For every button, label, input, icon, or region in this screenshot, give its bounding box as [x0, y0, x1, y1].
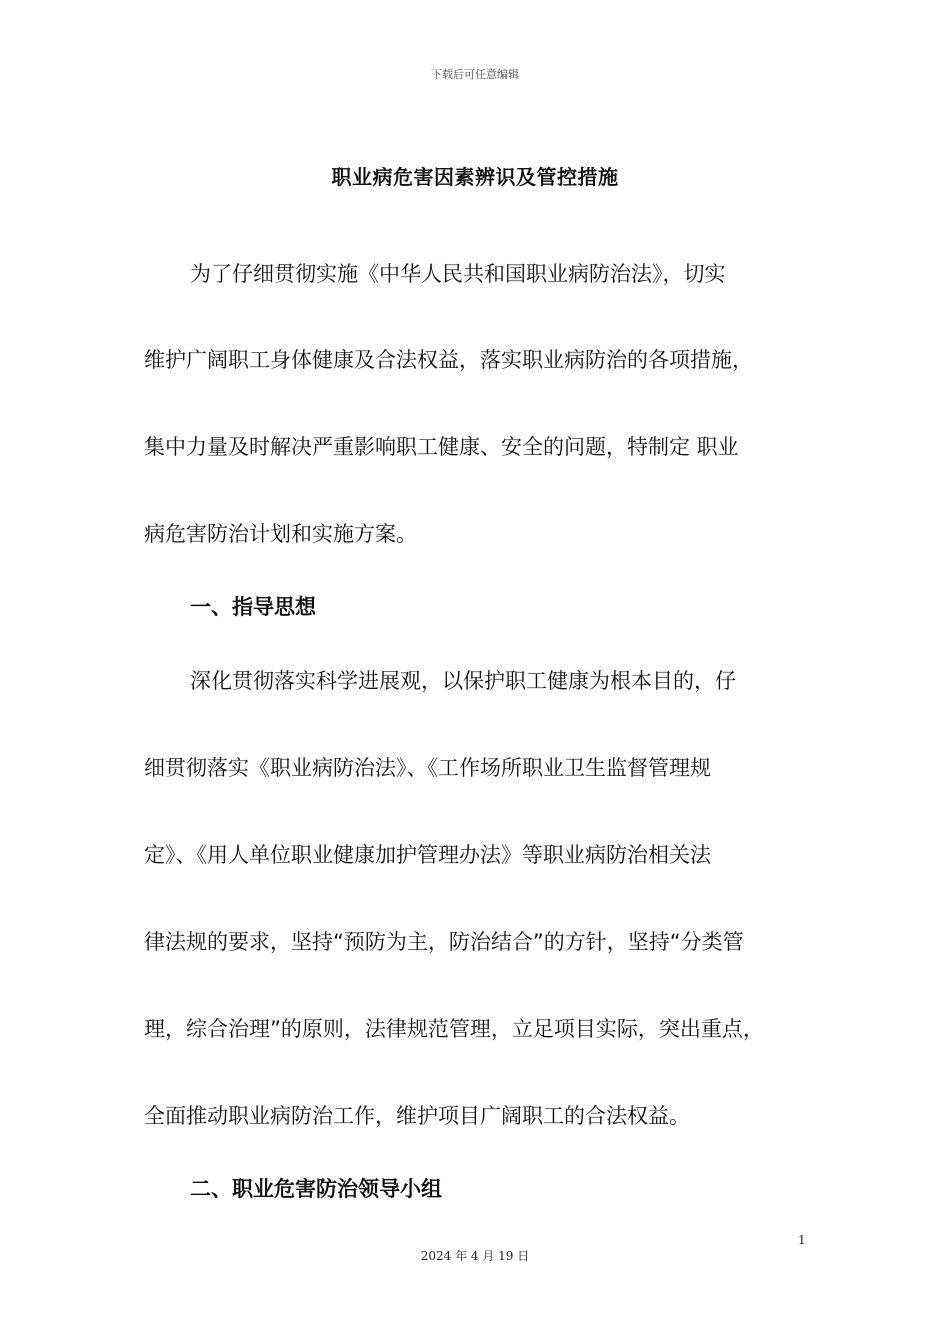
footer-date: 2024 年 4 月 19 日: [420, 1249, 530, 1263]
paragraph-line: 律法规的要求，坚持“预防为主，防治结合”的方针，坚持“分类管: [144, 930, 744, 954]
paragraph-line: 维护广阔职工身体健康及合法权益，落实职业病防治的各项措施，: [144, 348, 753, 372]
paragraph-line: 为了仔细贯彻实施《中华人民共和国职业病防治法》，切实: [190, 262, 726, 286]
paragraph-line: 集中力量及时解决严重影响职工健康、安全的问题，特制定 职业: [144, 435, 739, 459]
page-number: 1: [798, 1233, 806, 1247]
section-heading: 二、职业危害防治领导小组: [190, 1177, 442, 1201]
document-title: 职业病危害因素辨识及管控措施: [331, 165, 619, 189]
paragraph-line: 病危害防治计划和实施方案。: [144, 522, 417, 546]
header-note: 下载后可任意编辑: [431, 68, 519, 81]
section-heading: 一、指导思想: [190, 595, 316, 619]
paragraph-line: 全面推动职业病防治工作，维护项目广阔职工的合法权益。: [144, 1104, 690, 1128]
paragraph-line: 细贯彻落实《职业病防治法》、《工作场所职业卫生监督管理规: [144, 756, 711, 780]
paragraph-line: 定》、《用人单位职业健康加护管理办法》等职业病防治相关法: [144, 843, 711, 867]
paragraph-line: 深化贯彻落实科学进展观，以保护职工健康为根本目的，仔: [190, 669, 736, 693]
paragraph-line: 理，综合治理”的原则，法律规范管理，立足项目实际，突出重点，: [144, 1017, 764, 1041]
